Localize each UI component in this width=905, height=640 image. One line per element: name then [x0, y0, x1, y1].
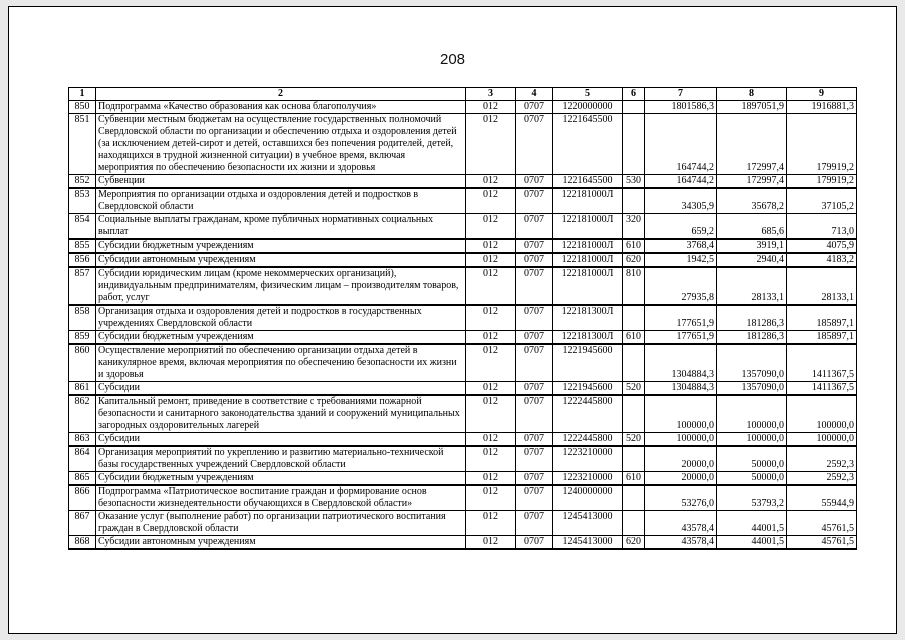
expense-type-cell: 610 [623, 239, 645, 253]
row-number-cell: 851 [69, 114, 96, 175]
expense-type-cell: 610 [623, 331, 645, 345]
ministry-code-cell: 012 [466, 253, 516, 267]
amount-year3-cell: 2592,3 [787, 446, 857, 472]
row-number-cell: 853 [69, 188, 96, 214]
amount-year1-cell: 20000,0 [645, 446, 717, 472]
row-number-cell: 868 [69, 536, 96, 550]
expense-type-cell [623, 511, 645, 536]
amount-year1-cell: 100000,0 [645, 395, 717, 433]
ministry-code-cell: 012 [466, 188, 516, 214]
item-name-cell: Оказание услуг (выполнение работ) по организации патриотического воспитания граждан в Свердловской области [96, 511, 466, 536]
amount-year3-cell: 1411367,5 [787, 344, 857, 382]
section-code-cell: 0707 [516, 239, 553, 253]
amount-year2-cell: 3919,1 [717, 239, 787, 253]
expense-type-cell [623, 188, 645, 214]
item-name-cell: Субсидии автономным учреждениям [96, 536, 466, 550]
item-name-cell: Субсидии [96, 433, 466, 447]
amount-year3-cell: 4183,2 [787, 253, 857, 267]
ministry-code-cell: 012 [466, 485, 516, 511]
section-code-cell: 0707 [516, 536, 553, 550]
item-name-cell: Субсидии бюджетным учреждениям [96, 239, 466, 253]
amount-year2-cell: 44001,5 [717, 511, 787, 536]
expense-type-cell [623, 485, 645, 511]
item-name-cell: Субвенции местным бюджетам на осуществление государственных полномочий Свердловской области по организации и обеспечению отдыха и оздоровления детей (за исключением детей-сирот и детей, оставшихся без попечения родителей, детей, находящихся в трудной жизненной ситуации) в учебное время, включая мероприятия по обеспечению безопасности их жизни и здоровья [96, 114, 466, 175]
section-code-cell: 0707 [516, 267, 553, 305]
target-article-cell: 122181300Л [553, 305, 623, 331]
section-code-cell: 0707 [516, 114, 553, 175]
ministry-code-cell: 012 [466, 267, 516, 305]
section-code-cell: 0707 [516, 214, 553, 240]
amount-year3-cell: 1411367,5 [787, 382, 857, 396]
ministry-code-cell: 012 [466, 239, 516, 253]
table-row [69, 175, 857, 189]
amount-year2-cell: 100000,0 [717, 395, 787, 433]
section-code-cell: 0707 [516, 511, 553, 536]
target-article-cell: 122181000Л [553, 214, 623, 240]
section-code-cell: 0707 [516, 188, 553, 214]
amount-year1-cell: 100000,0 [645, 433, 717, 447]
section-code-cell: 0707 [516, 472, 553, 486]
target-article-cell: 122181000Л [553, 253, 623, 267]
header-cell: 4 [516, 88, 553, 101]
table-row [69, 382, 857, 396]
table-row [69, 433, 857, 447]
section-code-cell: 0707 [516, 433, 553, 447]
target-article-cell: 1221945600 [553, 344, 623, 382]
table-row [69, 344, 857, 382]
ministry-code-cell: 012 [466, 511, 516, 536]
amount-year3-cell: 179919,2 [787, 175, 857, 189]
row-number-cell: 862 [69, 395, 96, 433]
ministry-code-cell: 012 [466, 101, 516, 114]
expense-type-cell: 620 [623, 253, 645, 267]
amount-year3-cell: 185897,1 [787, 305, 857, 331]
section-code-cell: 0707 [516, 446, 553, 472]
item-name-cell: Субсидии бюджетным учреждениям [96, 472, 466, 486]
item-name-cell: Мероприятия по организации отдыха и оздоровления детей и подростков в Свердловской области [96, 188, 466, 214]
section-code-cell: 0707 [516, 395, 553, 433]
amount-year1-cell: 20000,0 [645, 472, 717, 486]
amount-year3-cell: 55944,9 [787, 485, 857, 511]
table-row [69, 331, 857, 345]
expense-type-cell: 520 [623, 382, 645, 396]
amount-year3-cell: 2592,3 [787, 472, 857, 486]
amount-year1-cell: 43578,4 [645, 536, 717, 550]
amount-year2-cell: 1357090,0 [717, 344, 787, 382]
table-row [69, 472, 857, 486]
row-number-cell: 860 [69, 344, 96, 382]
item-name-cell: Социальные выплаты гражданам, кроме публичных нормативных социальных выплат [96, 214, 466, 240]
row-number-cell: 850 [69, 101, 96, 114]
section-code-cell: 0707 [516, 382, 553, 396]
section-code-cell: 0707 [516, 331, 553, 345]
target-article-cell: 1222445800 [553, 395, 623, 433]
amount-year2-cell: 181286,3 [717, 305, 787, 331]
ministry-code-cell: 012 [466, 395, 516, 433]
ministry-code-cell: 012 [466, 331, 516, 345]
amount-year3-cell: 45761,5 [787, 511, 857, 536]
amount-year1-cell: 1801586,3 [645, 101, 717, 114]
header-row [69, 88, 857, 101]
table-row [69, 188, 857, 214]
ministry-code-cell: 012 [466, 344, 516, 382]
header-cell: 2 [96, 88, 466, 101]
row-number-cell: 861 [69, 382, 96, 396]
expense-type-cell: 620 [623, 536, 645, 550]
expense-type-cell [623, 446, 645, 472]
item-name-cell: Субсидии автономным учреждениям [96, 253, 466, 267]
ministry-code-cell: 012 [466, 446, 516, 472]
table-row [69, 267, 857, 305]
target-article-cell: 1221645500 [553, 175, 623, 189]
item-name-cell: Капитальный ремонт, приведение в соответствие с требованиями пожарной безопасности и санитарного законодательства зданий и сооружений муниципальных загородных оздоровительных лагерей [96, 395, 466, 433]
item-name-cell: Субсидии бюджетным учреждениям [96, 331, 466, 345]
section-code-cell: 0707 [516, 175, 553, 189]
ministry-code-cell: 012 [466, 472, 516, 486]
amount-year1-cell: 1304884,3 [645, 344, 717, 382]
item-name-cell: Субсидии [96, 382, 466, 396]
table-row [69, 305, 857, 331]
section-code-cell: 0707 [516, 344, 553, 382]
amount-year2-cell: 50000,0 [717, 472, 787, 486]
item-name-cell: Субвенции [96, 175, 466, 189]
amount-year1-cell: 34305,9 [645, 188, 717, 214]
item-name-cell: Подпрограмма «Качество образования как основа благополучия» [96, 101, 466, 114]
header-cell: 7 [645, 88, 717, 101]
target-article-cell: 1240000000 [553, 485, 623, 511]
page-number: 208 [439, 51, 466, 68]
ministry-code-cell: 012 [466, 433, 516, 447]
target-article-cell: 1220000000 [553, 101, 623, 114]
table-row [69, 511, 857, 536]
amount-year2-cell: 35678,2 [717, 188, 787, 214]
amount-year3-cell: 28133,1 [787, 267, 857, 305]
amount-year3-cell: 100000,0 [787, 433, 857, 447]
amount-year2-cell: 1357090,0 [717, 382, 787, 396]
target-article-cell: 1221945600 [553, 382, 623, 396]
target-article-cell: 1221645500 [553, 114, 623, 175]
amount-year2-cell: 44001,5 [717, 536, 787, 550]
target-article-cell: 1222445800 [553, 433, 623, 447]
table-row [69, 214, 857, 240]
row-number-cell: 857 [69, 267, 96, 305]
target-article-cell: 122181000Л [553, 267, 623, 305]
amount-year3-cell: 37105,2 [787, 188, 857, 214]
budget-table [68, 87, 857, 550]
row-number-cell: 854 [69, 214, 96, 240]
row-number-cell: 855 [69, 239, 96, 253]
amount-year1-cell: 177651,9 [645, 331, 717, 345]
amount-year2-cell: 1897051,9 [717, 101, 787, 114]
amount-year1-cell: 27935,8 [645, 267, 717, 305]
amount-year2-cell: 53793,2 [717, 485, 787, 511]
target-article-cell: 122181000Л [553, 239, 623, 253]
header-cell: 5 [553, 88, 623, 101]
section-code-cell: 0707 [516, 253, 553, 267]
document-page [8, 6, 897, 634]
table-row [69, 395, 857, 433]
amount-year2-cell: 50000,0 [717, 446, 787, 472]
ministry-code-cell: 012 [466, 175, 516, 189]
amount-year1-cell: 164744,2 [645, 175, 717, 189]
table-row [69, 114, 857, 175]
row-number-cell: 865 [69, 472, 96, 486]
ministry-code-cell: 012 [466, 536, 516, 550]
header-cell: 8 [717, 88, 787, 101]
row-number-cell: 867 [69, 511, 96, 536]
ministry-code-cell: 012 [466, 382, 516, 396]
table-row [69, 253, 857, 267]
amount-year1-cell: 1942,5 [645, 253, 717, 267]
amount-year1-cell: 3768,4 [645, 239, 717, 253]
expense-type-cell: 610 [623, 472, 645, 486]
target-article-cell: 122181000Л [553, 188, 623, 214]
amount-year1-cell: 164744,2 [645, 114, 717, 175]
item-name-cell: Подпрограмма «Патриотическое воспитание граждан и формирование основ безопасности жизнедеятельности обучающихся в Свердловской области» [96, 485, 466, 511]
amount-year2-cell: 100000,0 [717, 433, 787, 447]
target-article-cell: 1223210000 [553, 446, 623, 472]
table-row [69, 446, 857, 472]
ministry-code-cell: 012 [466, 214, 516, 240]
amount-year3-cell: 4075,9 [787, 239, 857, 253]
table-row [69, 485, 857, 511]
expense-type-cell [623, 114, 645, 175]
expense-type-cell [623, 395, 645, 433]
amount-year2-cell: 172997,4 [717, 175, 787, 189]
amount-year3-cell: 1916881,3 [787, 101, 857, 114]
expense-type-cell: 320 [623, 214, 645, 240]
amount-year2-cell: 28133,1 [717, 267, 787, 305]
amount-year3-cell: 100000,0 [787, 395, 857, 433]
header-cell: 1 [69, 88, 96, 101]
ministry-code-cell: 012 [466, 114, 516, 175]
amount-year1-cell: 1304884,3 [645, 382, 717, 396]
amount-year2-cell: 685,6 [717, 214, 787, 240]
expense-type-cell: 530 [623, 175, 645, 189]
expense-type-cell: 520 [623, 433, 645, 447]
amount-year2-cell: 181286,3 [717, 331, 787, 345]
expense-type-cell [623, 305, 645, 331]
row-number-cell: 864 [69, 446, 96, 472]
item-name-cell: Организация отдыха и оздоровления детей и подростков в государственных учреждениях Свердловской области [96, 305, 466, 331]
expense-type-cell [623, 101, 645, 114]
table-row [69, 101, 857, 114]
amount-year1-cell: 53276,0 [645, 485, 717, 511]
amount-year3-cell: 713,0 [787, 214, 857, 240]
amount-year3-cell: 185897,1 [787, 331, 857, 345]
amount-year2-cell: 172997,4 [717, 114, 787, 175]
item-name-cell: Осуществление мероприятий по обеспечению организации отдыха детей в каникулярное время, включая мероприятия по обеспечению безопасности их жизни и здоровья [96, 344, 466, 382]
section-code-cell: 0707 [516, 305, 553, 331]
row-number-cell: 859 [69, 331, 96, 345]
row-number-cell: 852 [69, 175, 96, 189]
section-code-cell: 0707 [516, 485, 553, 511]
amount-year1-cell: 659,2 [645, 214, 717, 240]
amount-year2-cell: 2940,4 [717, 253, 787, 267]
header-cell: 6 [623, 88, 645, 101]
row-number-cell: 856 [69, 253, 96, 267]
table-row [69, 536, 857, 550]
target-article-cell: 1245413000 [553, 511, 623, 536]
target-article-cell: 122181300Л [553, 331, 623, 345]
table-row [69, 239, 857, 253]
target-article-cell: 1223210000 [553, 472, 623, 486]
target-article-cell: 1245413000 [553, 536, 623, 550]
amount-year3-cell: 45761,5 [787, 536, 857, 550]
header-cell: 9 [787, 88, 857, 101]
row-number-cell: 858 [69, 305, 96, 331]
ministry-code-cell: 012 [466, 305, 516, 331]
section-code-cell: 0707 [516, 101, 553, 114]
row-number-cell: 863 [69, 433, 96, 447]
expense-type-cell: 810 [623, 267, 645, 305]
amount-year3-cell: 179919,2 [787, 114, 857, 175]
header-cell: 3 [466, 88, 516, 101]
amount-year1-cell: 177651,9 [645, 305, 717, 331]
item-name-cell: Субсидии юридическим лицам (кроме некоммерческих организаций), индивидуальным предпринимателям, физическим лицам – производителям товаров, работ, услуг [96, 267, 466, 305]
item-name-cell: Организация мероприятий по укреплению и развитию материально-технической базы государственных учреждений Свердловской области [96, 446, 466, 472]
row-number-cell: 866 [69, 485, 96, 511]
expense-type-cell [623, 344, 645, 382]
amount-year1-cell: 43578,4 [645, 511, 717, 536]
